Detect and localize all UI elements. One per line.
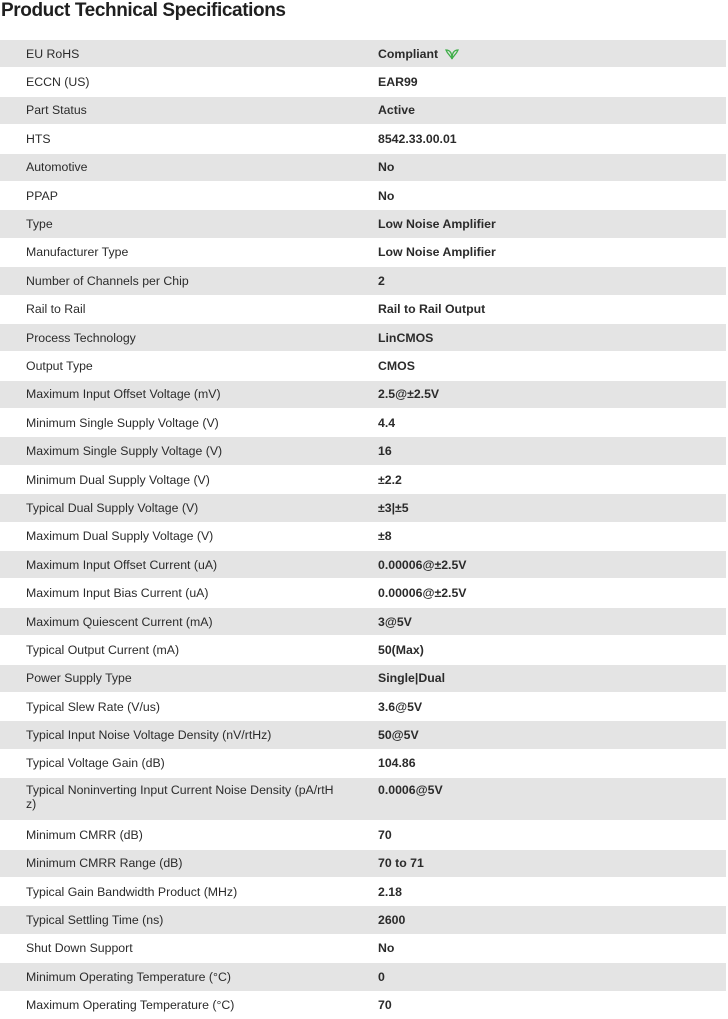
spec-value-text: EAR99 <box>378 75 418 90</box>
spec-label: HTS <box>26 131 51 146</box>
spec-label: Type <box>26 217 53 232</box>
spec-value-text: 4.4 <box>378 415 396 430</box>
spec-label: Typical Dual Supply Voltage (V) <box>26 500 199 515</box>
spec-row <box>0 465 726 493</box>
spec-value-text: No <box>378 160 395 175</box>
spec-label: Typical Voltage Gain (dB) <box>26 756 165 771</box>
spec-value-text: ±2.2 <box>378 472 402 487</box>
spec-value-text: Rail to Rail Output <box>378 302 486 317</box>
spec-label: Minimum Single Supply Voltage (V) <box>26 415 219 430</box>
spec-value <box>352 189 726 203</box>
spec-row <box>0 408 726 436</box>
spec-value-text: 70 to 71 <box>378 856 424 871</box>
spec-value-text: 50(Max) <box>378 642 424 657</box>
spec-row <box>0 209 726 237</box>
spec-value-text: 2.18 <box>378 884 402 899</box>
spec-value-text: ±3|±5 <box>378 500 409 515</box>
spec-value <box>352 913 726 927</box>
spec-value <box>352 160 726 174</box>
spec-value-text: Low Noise Amplifier <box>378 245 496 260</box>
spec-table <box>0 39 726 1019</box>
spec-row <box>0 962 726 990</box>
spec-value-text: 2.5@±2.5V <box>378 387 440 402</box>
spec-value-text: 0.00006@±2.5V <box>378 586 467 601</box>
spec-value-text: 3@5V <box>378 614 412 629</box>
spec-value-text: 3.6@5V <box>378 699 423 714</box>
spec-label: Maximum Input Bias Current (uA) <box>26 586 209 601</box>
spec-value <box>352 756 726 770</box>
spec-value <box>352 473 726 487</box>
spec-value <box>352 970 726 984</box>
spec-row <box>0 749 726 777</box>
spec-value <box>352 359 726 373</box>
spec-value <box>352 615 726 629</box>
spec-value <box>352 586 726 600</box>
spec-value <box>352 558 726 572</box>
spec-value <box>352 302 726 316</box>
spec-value <box>352 828 726 842</box>
spec-row <box>0 607 726 635</box>
spec-value <box>352 103 726 117</box>
spec-value-text: 2 <box>378 273 385 288</box>
spec-row <box>0 635 726 663</box>
spec-value-text: 8542.33.00.01 <box>378 131 457 146</box>
spec-label: Part Status <box>26 103 87 118</box>
spec-value-text: 70 <box>378 827 392 842</box>
spec-label: ECCN (US) <box>26 75 90 90</box>
spec-label: Maximum Dual Supply Voltage (V) <box>26 529 214 544</box>
spec-value <box>352 132 726 146</box>
spec-label: EU RoHS <box>26 46 80 61</box>
spec-value <box>352 274 726 288</box>
spec-row <box>0 181 726 209</box>
spec-label: Rail to Rail <box>26 302 86 317</box>
spec-label: PPAP <box>26 188 58 203</box>
spec-row <box>0 877 726 905</box>
spec-row <box>0 777 726 820</box>
spec-value <box>352 941 726 955</box>
spec-row <box>0 820 726 848</box>
spec-value <box>352 671 726 685</box>
spec-value-text: 0.00006@±2.5V <box>378 557 467 572</box>
spec-value-text: Single|Dual <box>378 671 445 686</box>
spec-value <box>352 529 726 543</box>
spec-value <box>352 416 726 430</box>
spec-label: Manufacturer Type <box>26 245 129 260</box>
spec-row <box>0 720 726 748</box>
spec-label: Minimum Operating Temperature (°C) <box>26 969 231 984</box>
spec-label: Typical Output Current (mA) <box>26 642 180 657</box>
spec-row <box>0 522 726 550</box>
spec-value <box>352 728 726 742</box>
spec-label: Power Supply Type <box>26 671 132 686</box>
spec-label: Minimum CMRR (dB) <box>26 827 143 842</box>
spec-row <box>0 323 726 351</box>
spec-value-text: 50@5V <box>378 728 419 743</box>
spec-label: Automotive <box>26 160 88 175</box>
spec-value <box>352 856 726 870</box>
spec-row <box>0 991 726 1019</box>
spec-row <box>0 295 726 323</box>
spec-row <box>0 380 726 408</box>
spec-value <box>352 998 726 1012</box>
spec-value <box>352 47 726 61</box>
spec-value-text: 16 <box>378 444 392 459</box>
spec-row <box>0 238 726 266</box>
spec-label: Minimum CMRR Range (dB) <box>26 856 183 871</box>
spec-label: Shut Down Support <box>26 941 133 956</box>
spec-row <box>0 578 726 606</box>
spec-row <box>0 493 726 521</box>
spec-row <box>0 692 726 720</box>
spec-label: Typical Slew Rate (V/us) <box>26 699 160 714</box>
spec-value <box>352 331 726 345</box>
spec-value <box>352 75 726 89</box>
spec-value <box>352 643 726 657</box>
leaf-icon <box>445 48 459 60</box>
page-title: Product Technical Specifications <box>1 0 286 21</box>
spec-label: Maximum Input Offset Voltage (mV) <box>26 387 221 402</box>
spec-value-text: 2600 <box>378 913 406 928</box>
spec-value <box>352 387 726 401</box>
spec-row <box>0 96 726 124</box>
spec-value-text: Low Noise Amplifier <box>378 217 496 232</box>
spec-value <box>352 217 726 231</box>
spec-value-text: No <box>378 188 395 203</box>
spec-row <box>0 124 726 152</box>
spec-row <box>0 266 726 294</box>
spec-row <box>0 351 726 379</box>
spec-value-text: Active <box>378 103 415 118</box>
spec-value-text: ±8 <box>378 529 392 544</box>
spec-label: Maximum Quiescent Current (mA) <box>26 614 213 629</box>
spec-value <box>352 245 726 259</box>
spec-value <box>352 783 726 797</box>
spec-label: Maximum Input Offset Current (uA) <box>26 557 218 572</box>
spec-value <box>352 700 726 714</box>
spec-value-text: 104.86 <box>378 756 416 771</box>
spec-value <box>352 885 726 899</box>
spec-value-text: LinCMOS <box>378 330 434 345</box>
spec-value-text: 70 <box>378 998 392 1013</box>
spec-value <box>352 444 726 458</box>
spec-row <box>0 436 726 464</box>
spec-label: Typical Settling Time (ns) <box>26 913 164 928</box>
spec-row <box>0 849 726 877</box>
spec-value <box>352 501 726 515</box>
spec-row <box>0 550 726 578</box>
spec-value-text: Compliant <box>378 46 439 61</box>
spec-row <box>0 664 726 692</box>
spec-label: Typical Input Noise Voltage Density (nV/rtHz) <box>26 728 272 743</box>
spec-label: Typical Gain Bandwidth Product (MHz) <box>26 884 238 899</box>
spec-label: Process Technology <box>26 330 136 345</box>
spec-value-text: CMOS <box>378 358 415 373</box>
spec-row <box>0 39 726 67</box>
spec-row <box>0 905 726 933</box>
spec-row <box>0 67 726 95</box>
spec-row <box>0 153 726 181</box>
spec-label: Number of Channels per Chip <box>26 273 189 288</box>
spec-row <box>0 934 726 962</box>
spec-label: Maximum Single Supply Voltage (V) <box>26 444 223 459</box>
spec-label: Maximum Operating Temperature (°C) <box>26 998 235 1013</box>
spec-label: Output Type <box>26 358 93 373</box>
spec-label: Minimum Dual Supply Voltage (V) <box>26 472 210 487</box>
spec-label: Typical Noninverting Input Current Noise Density (pA/rtH z) <box>26 783 334 812</box>
spec-value-text: No <box>378 941 395 956</box>
spec-value-text: 0.0006@5V <box>378 783 443 798</box>
spec-value-text: 0 <box>378 969 385 984</box>
